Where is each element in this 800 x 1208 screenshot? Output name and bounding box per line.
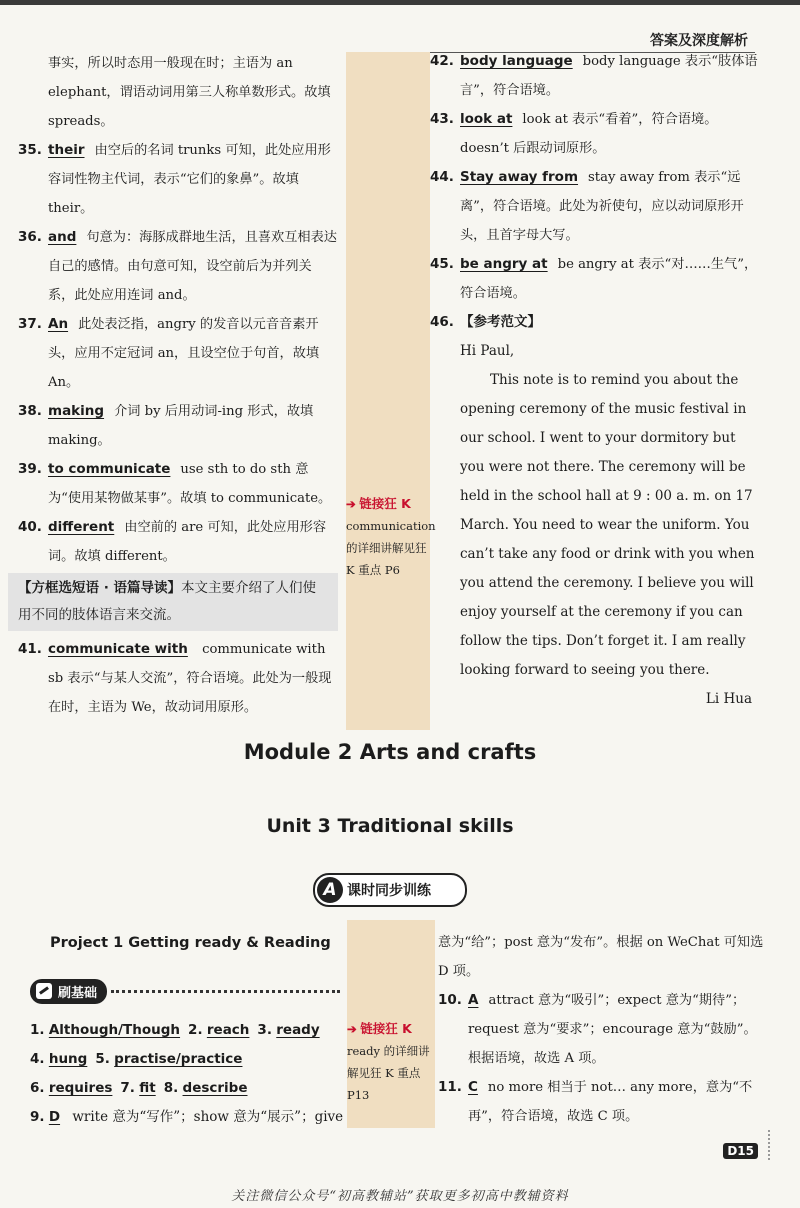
answer: look at <box>460 111 513 127</box>
item-number: 40. <box>18 519 42 535</box>
answer-item <box>18 455 338 513</box>
link-note-text: communication 的详细讲解见狂 K 重点 P6 <box>346 519 436 577</box>
left-column <box>18 49 338 722</box>
margin-note-strip <box>346 52 436 730</box>
brush-label-pill <box>30 979 107 1004</box>
answer: to communicate <box>48 461 171 477</box>
item-number: 3. <box>257 1022 272 1038</box>
reading-guide-text: 本文主要介绍了人们使用不同的肢体语言来交流。 <box>18 580 317 623</box>
answer: be angry at <box>460 256 548 272</box>
answer-item <box>18 136 338 223</box>
link-note-tag: 链接狂 K <box>360 1021 412 1036</box>
answer-continuation: 事实，所以时态用一般现在时；主语为 an elephant，谓语动词用第三人称单数形式。故填 spreads。 <box>48 56 331 129</box>
item-number: 6. <box>30 1080 45 1096</box>
answer-item <box>18 397 338 455</box>
answer: different <box>48 519 115 535</box>
arrow-icon: ➔ <box>347 1022 357 1036</box>
item-number: 41. <box>18 641 42 657</box>
answer-item <box>430 105 760 163</box>
answer: body language <box>460 53 573 69</box>
item-number: 35. <box>18 142 42 158</box>
answer: and <box>48 229 77 245</box>
link-note-tag: 链接狂 K <box>359 496 411 511</box>
brush-label: 刷基础 <box>58 985 98 1001</box>
answer: ready <box>276 1022 320 1038</box>
project-title: Project 1 Getting ready & Reading <box>50 935 331 951</box>
answer-item <box>18 310 338 397</box>
letter-body: This note is to remind you about the opening ceremony of the music festival in our school. I went to your dormitory but you were not there. The ceremony will be held in the school hall at 9 : 00 a. m. on 17 March. You need to wear the uniform. You can’t take any food or drink with you when you attend the ceremony. I believe you will enjoy yourself at the ceremony if you can follow the tips. Don’t forget it. I am really looking forward to seeing you there. <box>460 372 755 678</box>
answer-row <box>30 1016 345 1045</box>
answer-item <box>438 1073 768 1131</box>
explanation: 由空前的 are 可知，此处应用形容词。故填 different。 <box>48 520 327 564</box>
explanation: be angry at 表示“对……生气”，符合语境。 <box>460 257 758 301</box>
item-number: 46. <box>430 314 454 330</box>
explanation: stay away from 表示“远离”，符合语境。此处为祈使句，应以动词原形开头，且首字母大写。 <box>460 170 744 243</box>
item-number: 44. <box>430 169 454 185</box>
answer: practise/practice <box>114 1051 243 1067</box>
answer-item <box>438 986 768 1073</box>
answer: A <box>468 992 479 1008</box>
link-note <box>346 493 436 581</box>
explanation: no more 相当于 not… any more，意为“不再”，符合语境，故选 C 项。 <box>468 1080 753 1124</box>
badge-letter: A <box>317 877 343 903</box>
link-note <box>347 1018 435 1106</box>
answer-item <box>30 1103 345 1132</box>
answer-item <box>430 308 760 337</box>
explanation: 由空后的名词 trunks 可知，此处应用形容词性物主代词，表示“它们的象鼻”。故填 their。 <box>48 143 331 216</box>
item-number: 42. <box>430 53 454 69</box>
top-bar <box>0 0 800 5</box>
item-number: 38. <box>18 403 42 419</box>
explanation: use sth to do sth 意为“使用某物做某事”。故填 to communicate。 <box>48 462 332 506</box>
answer: Although/Though <box>48 1022 181 1038</box>
header-title: 答案及深度解析 <box>650 33 748 49</box>
answer: fit <box>139 1080 156 1096</box>
answer-row <box>30 1045 345 1074</box>
bottom-right-column <box>438 928 768 1131</box>
item-number: 43. <box>430 111 454 127</box>
answer: describe <box>182 1080 248 1096</box>
module-title: Module 2 Arts and crafts <box>243 740 537 764</box>
item-number: 1. <box>30 1022 45 1038</box>
explanation: communicate with sb 表示“与某人交流”，符合语境。此处为一般现在时，主语为 We，故动词用原形。 <box>48 642 332 715</box>
answer: their <box>48 142 85 158</box>
letter-signature: Li Hua <box>705 691 752 707</box>
right-column <box>430 47 760 714</box>
item-number: 5. <box>95 1051 110 1067</box>
answer: requires <box>48 1080 113 1096</box>
answer-item <box>430 163 760 250</box>
explanation: 介词 by 后用动词-ing 形式，故填 making。 <box>48 404 318 448</box>
item-number: 37. <box>18 316 42 332</box>
item-number: 45. <box>430 256 454 272</box>
section-badge <box>313 873 467 907</box>
answer: reach <box>206 1022 250 1038</box>
link-note-text: ready 的详细讲解见狂 K 重点 P13 <box>347 1044 430 1102</box>
answer: hung <box>48 1051 88 1067</box>
answer-item <box>430 47 760 105</box>
item-number: 8. <box>163 1080 179 1096</box>
answer: D <box>48 1109 61 1125</box>
answer: Stay away from <box>460 169 579 185</box>
item-number: 36. <box>18 229 42 245</box>
explanation: write 意为“写作”；show 意为“展示”；give <box>72 1109 344 1125</box>
item-number: 10. <box>438 992 462 1008</box>
corner-decoration <box>768 1130 800 1160</box>
arrow-icon: ➔ <box>346 497 356 511</box>
answer-continuation: 意为“给”；post 意为“发布”。根据 on WeChat 可知选 D 项。 <box>438 935 764 979</box>
exercise-header <box>30 978 340 1004</box>
answer: communicate with <box>48 641 188 657</box>
reading-guide-title: 【方框选短语 · 语篇导读】 <box>18 580 182 596</box>
answer: An <box>48 316 69 332</box>
answer-item <box>18 223 338 310</box>
sample-letter <box>430 337 760 714</box>
item-number: 11. <box>438 1079 462 1095</box>
sample-essay-label: 【参考范文】 <box>460 314 541 330</box>
explanation: look at 表示“看着”，符合语境。doesn’t 后跟动词原形。 <box>460 112 718 156</box>
answer-row <box>30 1074 345 1103</box>
unit-title: Unit 3 Traditional skills <box>266 815 514 837</box>
item-number: 39. <box>18 461 42 477</box>
explanation: 句意为：海豚成群地生活，且喜欢互相表达自己的感情。由句意可知，设空前后为并列关系，此处应用连词 and。 <box>48 230 337 303</box>
answer-item <box>430 250 760 308</box>
footer-note: 关注微信公众号“初高教辅站”获取更多初高中教辅资料 <box>231 1189 569 1204</box>
answer: C <box>468 1079 478 1095</box>
item-number: 7. <box>120 1080 135 1096</box>
reading-guide-box <box>8 573 338 631</box>
letter-greeting: Hi Paul, <box>460 343 515 359</box>
pencil-icon <box>36 983 52 999</box>
answer-item <box>18 635 338 722</box>
dotted-divider <box>111 990 340 993</box>
badge-text: 课时同步训练 <box>347 883 431 899</box>
explanation: body language 表示“肢体语言”，符合语境。 <box>460 54 758 98</box>
answer: making <box>48 403 105 419</box>
page-number: D15 <box>723 1143 758 1159</box>
bottom-left-answers <box>30 1016 345 1132</box>
answer-item <box>18 513 338 571</box>
explanation: 此处表泛指，angry 的发音以元音音素开头，应用不定冠词 an，且设空位于句首，故填 An。 <box>48 317 324 390</box>
item-number: 2. <box>188 1022 203 1038</box>
explanation: attract 意为“吸引”；expect 意为“期待”；request 意为“要求”；encourage 意为“鼓励”。根据语境，故选 A 项。 <box>468 993 757 1066</box>
item-number: 4. <box>30 1051 45 1067</box>
item-number: 9. <box>30 1109 45 1125</box>
